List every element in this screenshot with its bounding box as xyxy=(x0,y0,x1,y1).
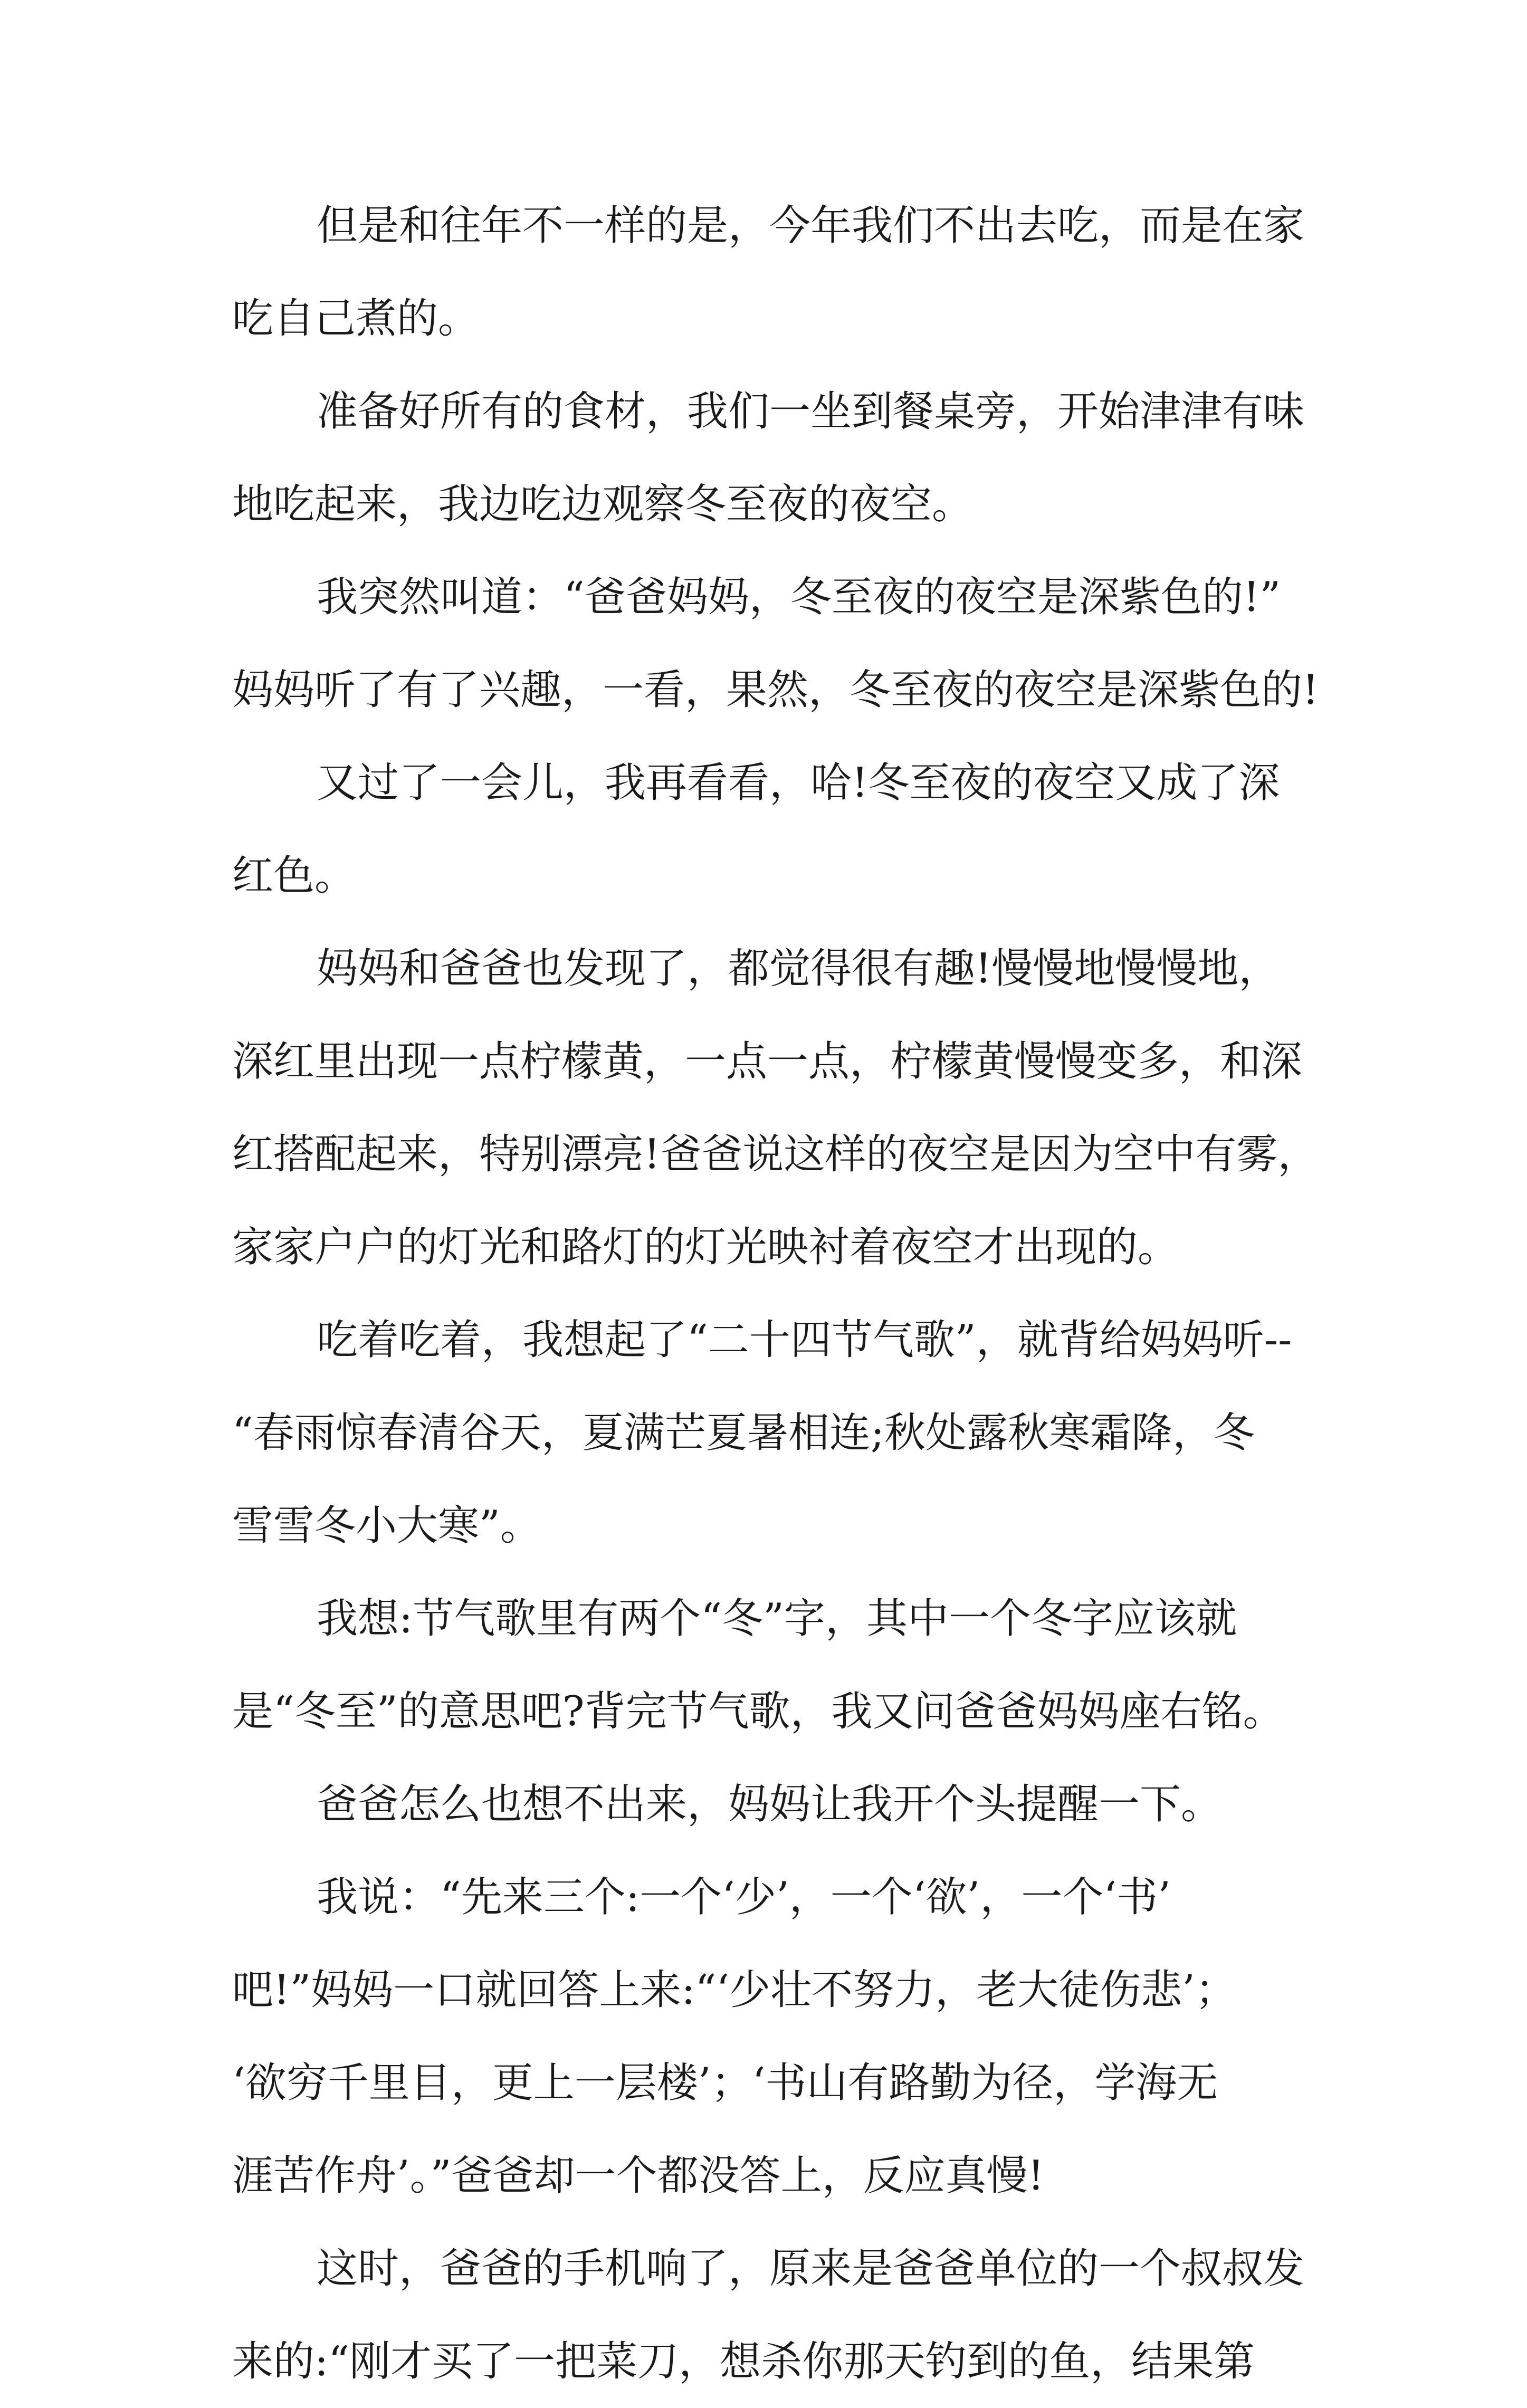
text-line: 涯苦作舟’。”爸爸却一个都没答上，反应真慢! xyxy=(232,2152,1045,2200)
text-line: 准备好所有的食材，我们一坐到餐桌旁，开始津津有味 xyxy=(317,388,1305,435)
text-line: 我说：“先来三个:一个‘少’，一个‘欲’，一个‘书’ xyxy=(317,1874,1171,1921)
text-line: 地吃起来，我边吃边观察冬至夜的夜空。 xyxy=(232,481,974,528)
text-line: 我想:节气歌里有两个“冬”字，其中一个冬字应该就 xyxy=(317,1595,1237,1642)
text-line: 这时，爸爸的手机响了，原来是爸爸单位的一个叔叔发 xyxy=(317,2245,1305,2292)
text-line: “春雨惊春清谷天，夏满芒夏暑相连;秋处露秋寒霜降，冬 xyxy=(232,1409,1255,1457)
text-line: 家家户户的灯光和路灯的灯光映衬着夜空才出现的。 xyxy=(232,1224,1179,1271)
text-line: 妈妈听了有了兴趣，一看，果然，冬至夜的夜空是深紫色的! xyxy=(232,666,1319,714)
text-line: ‘欲穷千里目，更上一层楼’；‘书山有路勤为径，学海无 xyxy=(232,2059,1218,2107)
text-line: 红色。 xyxy=(232,852,356,900)
body-text xyxy=(232,179,1319,2408)
text-line: 吧!”妈妈一口就回答上来:“‘少壮不努力，老大徒伤悲’； xyxy=(232,1966,1236,2014)
text-line: 但是和往年不一样的是，今年我们不出去吃，而是在家 xyxy=(317,202,1305,250)
text-line: 吃自己煮的。 xyxy=(232,295,480,342)
text-line: 来的:“刚才买了一把菜刀，想杀你那天钓到的鱼，结果第 xyxy=(232,2338,1255,2385)
text-line: 又过了一会儿，我再看看，哈!冬至夜的夜空又成了深 xyxy=(317,759,1280,807)
text-line: 雪雪冬小大寒”。 xyxy=(232,1502,541,1550)
text-line: 吃着吃着，我想起了“二十四节气歌”，就背给妈妈听-- xyxy=(317,1316,1292,1364)
text-line: 深红里出现一点柠檬黄，一点一点，柠檬黄慢慢变多，和深 xyxy=(232,1038,1303,1085)
text-line: 我突然叫道：“爸爸妈妈，冬至夜的夜空是深紫色的!” xyxy=(317,574,1281,621)
text-line: 爸爸怎么也想不出来，妈妈让我开个头提醒一下。 xyxy=(317,1781,1223,1828)
text-line: 是“冬至”的意思吧?背完节气歌，我又问爸爸妈妈座右铭。 xyxy=(232,1688,1284,1735)
text-line: 红搭配起来，特别漂亮!爸爸说这样的夜空是因为空中有雾， xyxy=(232,1131,1319,1178)
text-line: 妈妈和爸爸也发现了，都觉得很有趣!慢慢地慢慢地， xyxy=(317,945,1280,992)
